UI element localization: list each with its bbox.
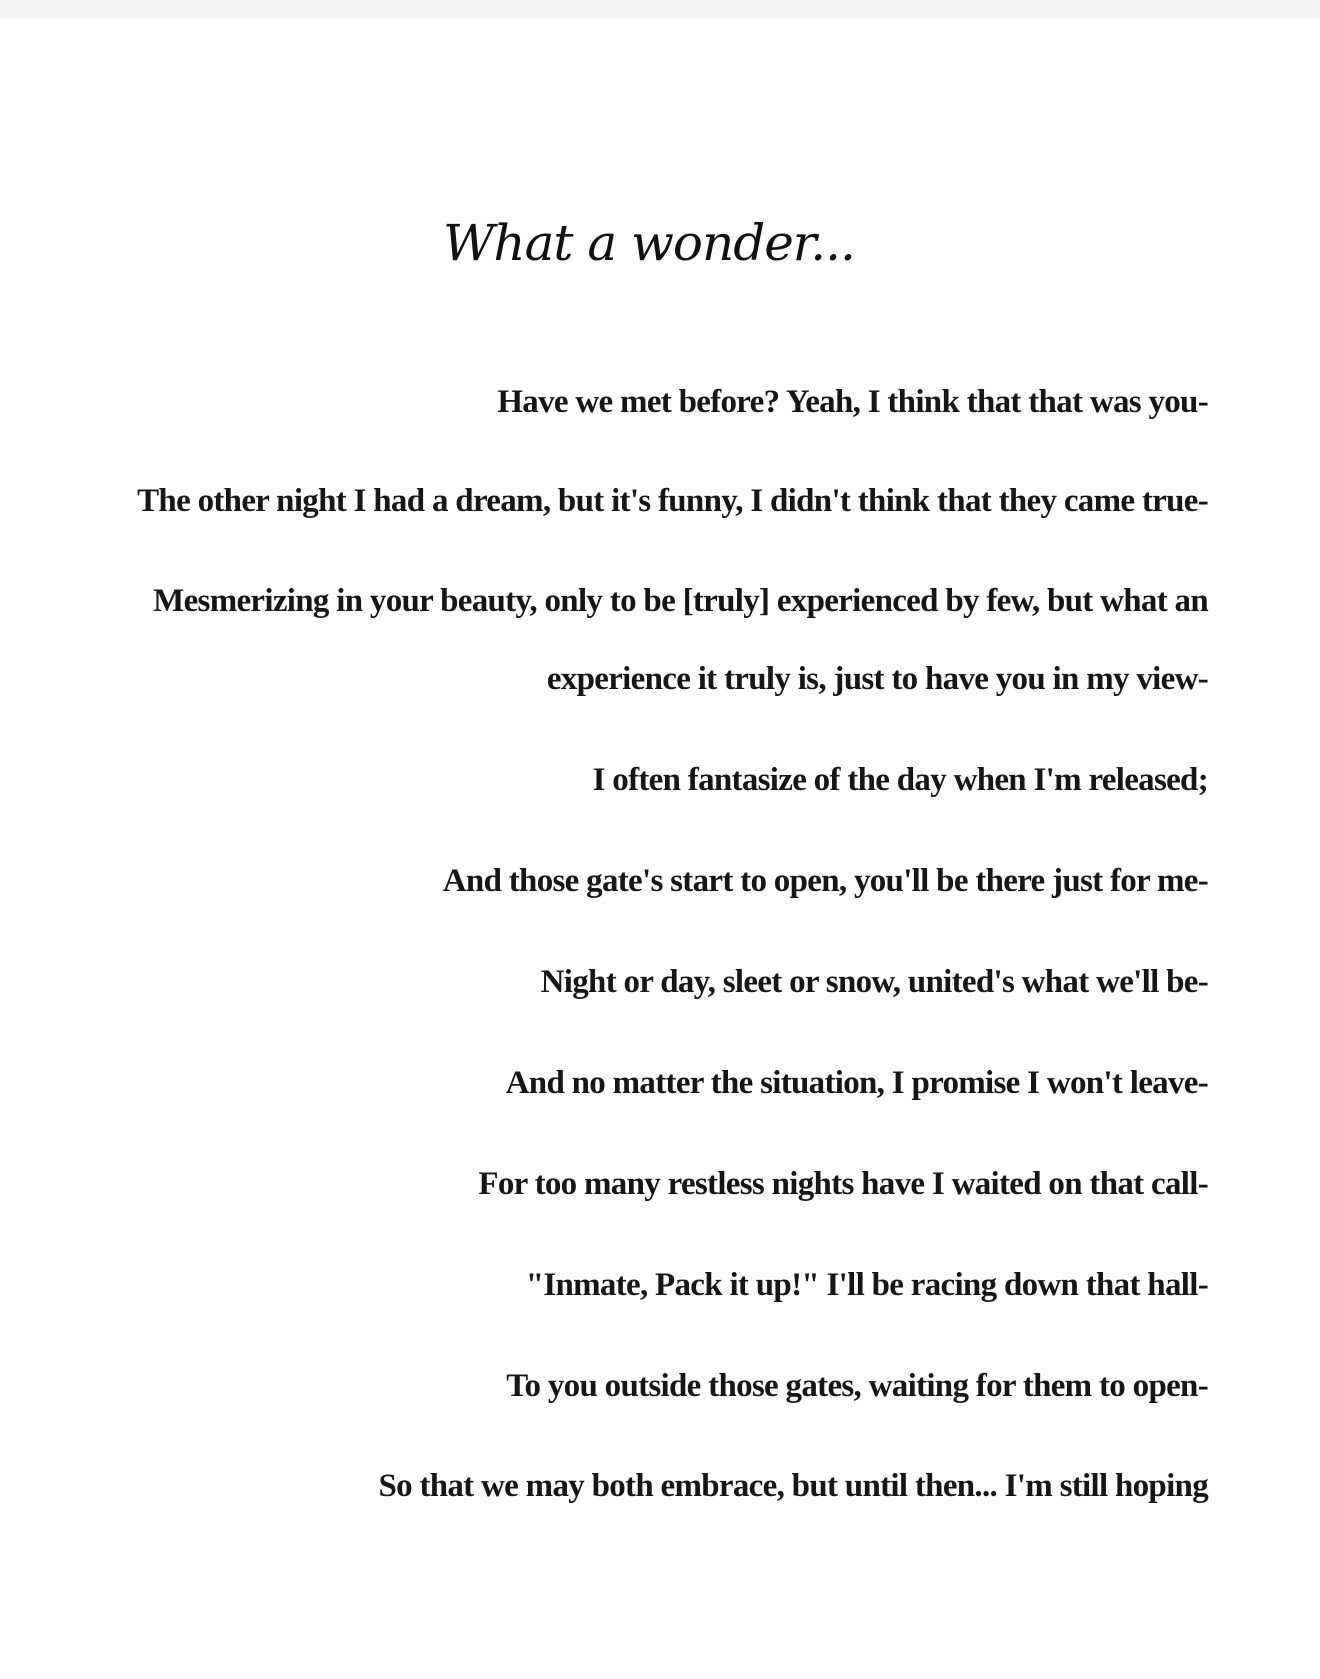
poem-line-2: The other night I had a dream, but it's funny, I didn't think that they came true- <box>137 483 1208 519</box>
poem-line-8: And no matter the situation, I promise I won't leave- <box>505 1065 1208 1101</box>
top-strip <box>0 0 1320 18</box>
poem-line-5: I often fantasize of the day when I'm released; <box>592 762 1208 798</box>
document-page <box>0 18 1320 1679</box>
poem-line-7: Night or day, sleet or snow, united's what we'll be- <box>540 964 1208 1000</box>
poem-line-1: Have we met before? Yeah, I think that that was you- <box>497 384 1208 420</box>
poem-line-9: For too many restless nights have I waited on that call- <box>478 1166 1208 1202</box>
poem-line-3: Mesmerizing in your beauty, only to be [truly] experienced by few, but what an <box>153 583 1208 619</box>
poem-line-4: experience it truly is, just to have you in my view- <box>546 661 1208 697</box>
poem-line-6: And those gate's start to open, you'll be there just for me- <box>442 863 1208 899</box>
poem-line-10: "Inmate, Pack it up!" I'll be racing down that hall- <box>525 1267 1208 1303</box>
poem-line-12: So that we may both embrace, but until then... I'm still hoping <box>378 1468 1208 1504</box>
poem-title: What a wonder... <box>443 214 855 272</box>
poem-line-11: To you outside those gates, waiting for them to open- <box>506 1368 1208 1404</box>
